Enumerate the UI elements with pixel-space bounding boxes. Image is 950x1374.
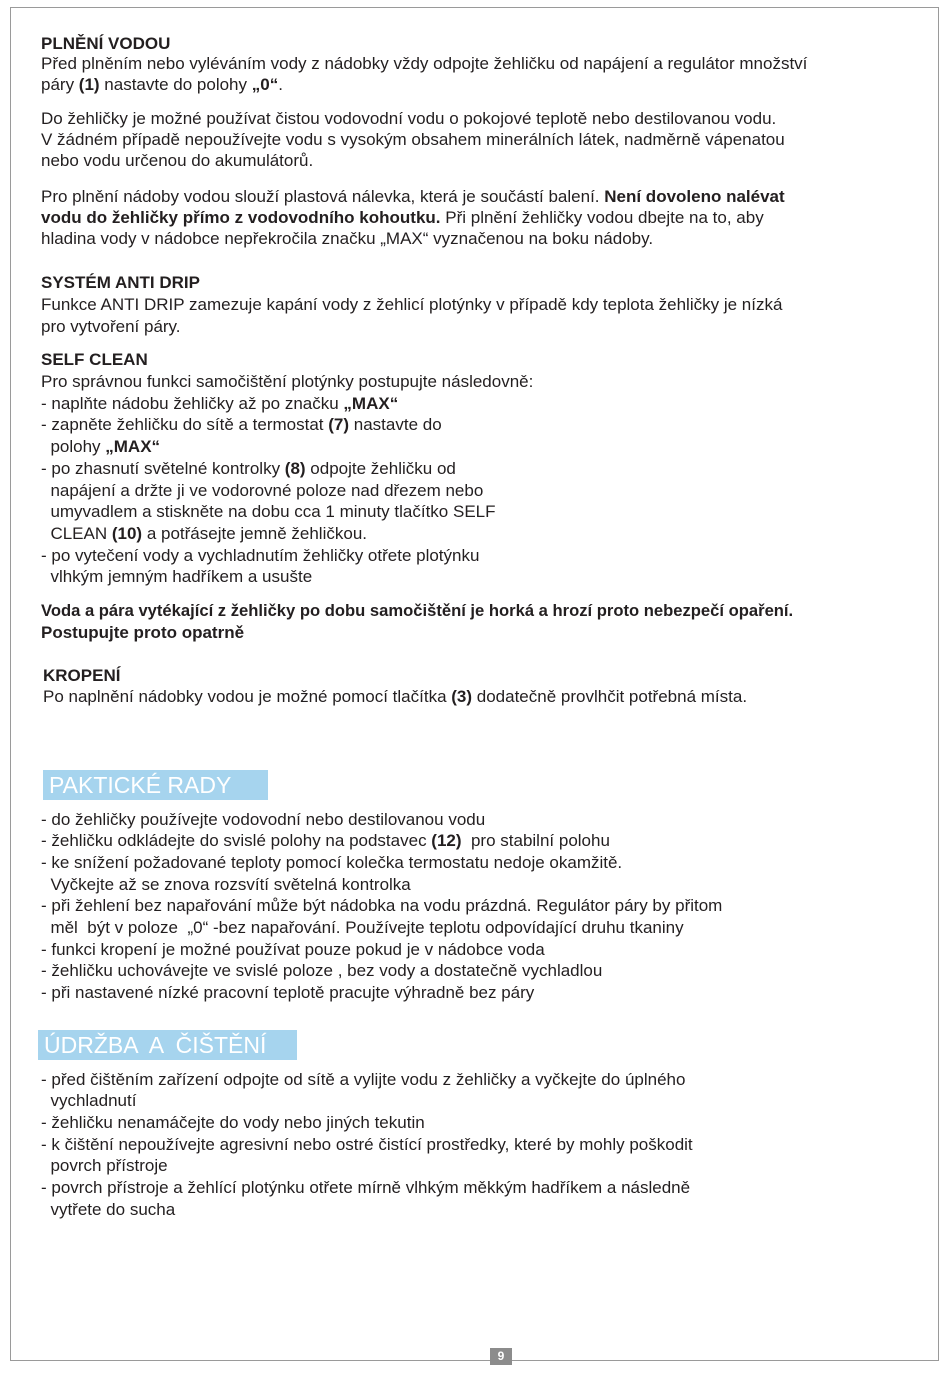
value: „MAX“ (343, 394, 399, 413)
tips-line4: Vyčkejte až se znova rozsvítí světelná kontrolka (41, 875, 411, 894)
anti-drip-line2: pro vytvoření páry. (41, 317, 181, 336)
anti-drip-line1: Funkce ANTI DRIP zamezuje kapání vody z žehlicí plotýnky v případě kdy teplota žehličky je nízká (41, 295, 783, 314)
maintenance-heading: ÚDRŽBA A ČIŠTĚNÍ (38, 1030, 297, 1060)
filling-p1-line1: Před plněním nebo vyléváním vody z nádobky vždy odpojte žehličku od napájení a regulátor množství (41, 54, 808, 73)
text: Pro plnění nádoby vodou slouží plastová nálevka, která je součástí balení. (41, 187, 605, 206)
self-clean-warning-line2: Postupujte proto opatrně (41, 623, 245, 642)
part-ref: (7) (328, 415, 350, 434)
maintenance-line3: - žehličku nenamáčejte do vody nebo jiných tekutin (41, 1113, 425, 1132)
text: páry (41, 75, 79, 94)
text: - žehličku odkládejte do svislé polohy na podstavec (41, 831, 432, 850)
page-number: 9 (490, 1348, 512, 1365)
tips-line1: - do žehličky používejte vodovodní nebo destilovanou vodu (41, 810, 486, 829)
text: polohy (41, 437, 106, 456)
text: nastavte do (349, 415, 442, 434)
text: - naplňte nádobu žehličky až po značku (41, 394, 344, 413)
value: „0“ (251, 75, 279, 94)
filling-p2-line1: Do žehličky je možné používat čistou vodovodní vodu o pokojové teplotě nebo destilovanou vodu. (41, 109, 777, 128)
maintenance-line7: vytřete do sucha (41, 1200, 176, 1219)
filling-p2-line3: nebo vodu určenou do akumulátorů. (41, 151, 314, 170)
self-clean-warning-line1: Voda a pára vytékající z žehličky po dobu samočištění je horká a hrozí proto nebezpečí opaření. (41, 601, 794, 620)
filling-p1-line2 (41, 74, 283, 96)
self-clean-step4: - po vytečení vody a vychladnutím žehličky otřete plotýnku (41, 546, 480, 565)
tips-line2 (41, 830, 610, 852)
self-clean-step3-line3: umyvadlem a stiskněte na dobu cca 1 minuty tlačítko SELF (41, 502, 496, 521)
self-clean-step1 (41, 393, 398, 415)
maintenance-line6: - povrch přístroje a žehlící plotýnku otřete mírně vlhkým měkkým hadříkem a následně (41, 1178, 691, 1197)
anti-drip-heading: SYSTÉM ANTI DRIP (41, 273, 200, 292)
text: CLEAN (41, 524, 112, 543)
tips-line9: - při nastavené nízké pracovní teplotě pracujte výhradně bez páry (41, 983, 535, 1002)
self-clean-step3-line4 (41, 523, 367, 545)
text: pro stabilní polohu (461, 831, 610, 850)
warning-text: Není dovoleno nalévat (604, 187, 785, 206)
tips-line3: - ke snížení požadované teploty pomocí kolečka termostatu nedoje okamžitě. (41, 853, 623, 872)
tips-line5: - při žehlení bez napařování může být nádobka na vodu prázdná. Regulátor páry by přitom (41, 896, 723, 915)
text: nastavte do polohy (99, 75, 252, 94)
text: odpojte žehličku od (305, 459, 456, 478)
warning-text: vodu do žehličky přímo z vodovodního kohoutku. (41, 208, 441, 227)
self-clean-step2 (41, 414, 442, 436)
part-ref: (3) (451, 687, 473, 706)
text: - zapněte žehličku do sítě a termostat (41, 415, 329, 434)
tips-line7: - funkci kropení je možné používat pouze pokud je v nádobce voda (41, 940, 545, 959)
spray-heading: KROPENÍ (43, 666, 121, 685)
text: - po zhasnutí světelné kontrolky (41, 459, 285, 478)
filling-p3-line2 (41, 207, 764, 229)
self-clean-step2-cont (41, 436, 160, 458)
filling-p2-line2: V žádném případě nepoužívejte vodu s vysokým obsahem minerálních látek, nadměrně vápenatou (41, 130, 785, 149)
part-ref: (12) (431, 831, 462, 850)
self-clean-step3 (41, 458, 456, 480)
part-ref: (1) (78, 75, 100, 94)
maintenance-line2: vychladnutí (41, 1091, 137, 1110)
text: Po naplnění nádobky vodou je možné pomocí tlačítka (43, 687, 452, 706)
self-clean-step3-line2: napájení a držte ji ve vodorovné poloze nad dřezem nebo (41, 481, 484, 500)
text: . (278, 75, 283, 94)
maintenance-line4: - k čištění nepoužívejte agresivní nebo ostré čistící prostředky, které by mohly poškodit (41, 1135, 693, 1154)
tips-line6: měl být v poloze „0“ -bez napařování. Používejte teplotu odpovídající druhu tkaniny (41, 918, 684, 937)
text: a potřásejte jemně žehličkou. (142, 524, 367, 543)
tips-line8: - žehličku uchovávejte ve svislé poloze , bez vody a dostatečně vychladlou (41, 961, 603, 980)
value: „MAX“ (105, 437, 161, 456)
tips-heading: PAKTICKÉ RADY (43, 770, 268, 800)
text: Při plnění žehličky vodou dbejte na to, aby (440, 208, 764, 227)
part-ref: (10) (111, 524, 143, 543)
spray-line (43, 686, 747, 708)
self-clean-heading: SELF CLEAN (41, 350, 148, 369)
filling-p3-line1 (41, 186, 785, 208)
part-ref: (8) (284, 459, 306, 478)
self-clean-intro: Pro správnou funkci samočištění plotýnky postupujte následovně: (41, 372, 534, 391)
text: dodatečně provlhčit potřebná místa. (472, 687, 748, 706)
maintenance-line1: - před čištěním zařízení odpojte od sítě a vylijte vodu z žehličky a vyčkejte do úplného (41, 1070, 686, 1089)
maintenance-line5: povrch přístroje (41, 1156, 168, 1175)
self-clean-step4-line2: vlhkým jemným hadříkem a usušte (41, 567, 313, 586)
filling-p3-line3: hladina vody v nádobce nepřekročila značku „MAX“ vyznačenou na boku nádoby. (41, 229, 654, 248)
filling-heading: PLNĚNÍ VODOU (41, 34, 171, 53)
